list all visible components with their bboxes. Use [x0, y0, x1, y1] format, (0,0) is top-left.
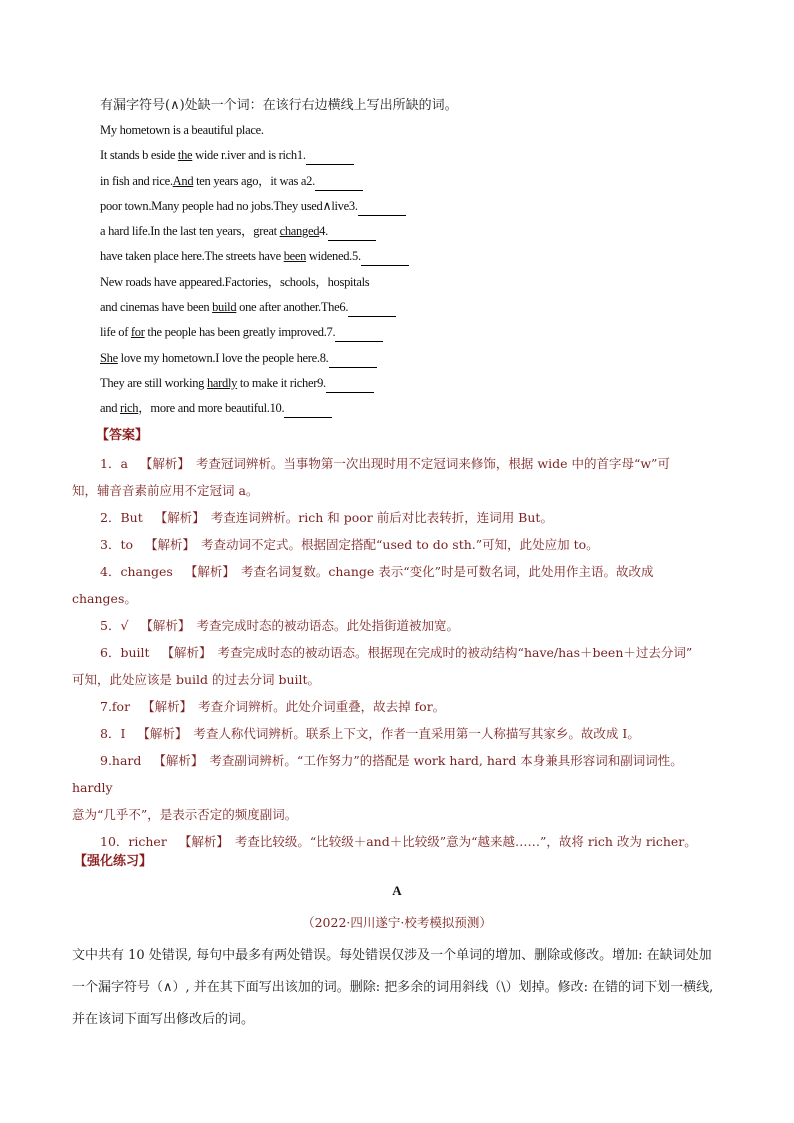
underlined-word: And: [172, 173, 194, 188]
analysis-tag: 【解析】: [140, 618, 191, 633]
answer-number: 1．a: [100, 456, 128, 471]
exercise-instruction: 文中共有 10 处错误, 每句中最多有两处错误。每处错误仅涉及一个单词的增加、删除或修改。增加: 在缺词处加一个漏字符号（∧）, 并在其下面写出该加的词。删除: 把多余的词用斜线（\）划掉。修改: 在错的词下划一横线, 并在该词下面写出修改后的词。: [72, 948, 714, 1027]
passage-line: [100, 322, 560, 347]
passage-line: [100, 246, 560, 271]
passage-text: one after another.The: [236, 300, 340, 315]
answer-blank[interactable]: [284, 403, 332, 418]
analysis-tag: 【解析】: [137, 726, 188, 741]
passage-line: [100, 348, 560, 373]
passage-text: life of: [100, 325, 131, 340]
passage-text: 6.: [339, 300, 349, 315]
answer-blank[interactable]: [306, 150, 354, 165]
answer-item: [72, 504, 722, 531]
answer-item: [72, 828, 722, 855]
passage-text: 4.: [319, 224, 328, 239]
analysis-text: 考查副词辨析。“工作努力”的搭配是 work hard, hard 本身兼具形容词和副词词性。hardly: [72, 753, 683, 795]
answer-blank[interactable]: [348, 302, 396, 317]
passage-text: My hometown is a beautiful place.: [100, 123, 264, 137]
underlined-word: changed: [279, 224, 320, 239]
passage-text: have taken place here.The streets have: [100, 249, 284, 264]
passage-text: in fish and rice.: [100, 173, 173, 188]
answer-number: 9.hard: [100, 753, 142, 768]
answer-number: 8．I: [100, 726, 126, 741]
passage-line: [100, 120, 560, 145]
analysis-text-continued: 知，辅音音素前应用不定冠词 a。: [72, 483, 259, 498]
answer-item: [72, 531, 722, 558]
passage-text: the people has been greatly improved.: [144, 325, 327, 340]
passage-line: [100, 171, 560, 196]
passage-text: to make it richer: [237, 375, 318, 390]
answer-blank[interactable]: [328, 226, 376, 241]
analysis-tag: 【解析】: [142, 699, 193, 714]
passage-line: [100, 196, 560, 221]
passage-line: [100, 272, 560, 297]
analysis-text: 考查完成时态的被动语态。此处指街道被加宽。: [196, 618, 459, 633]
passage-line: [100, 221, 560, 246]
underlined-word: the: [177, 148, 193, 163]
analysis-text: 考查人称代词辨析。联系上下文，作者一直采用第一人称描写其家乡。故改成 I。: [193, 726, 640, 741]
analysis-tag: 【解析】: [178, 834, 229, 849]
analysis-text: 考查冠词辨析。当事物第一次出现时用不定冠词来修饰，根据 wide 中的首字母“w”可: [195, 456, 670, 471]
analysis-text: 考查介词辨析。此处介词重叠，故去掉 for。: [198, 699, 446, 714]
passage-text: 3.: [348, 198, 358, 213]
passage-line: [100, 398, 560, 423]
passage-text: love my hometown.I love the people here.: [117, 350, 320, 365]
passage-text: New roads have appeared.Factories，schools，hospitals: [100, 274, 370, 289]
passage-text: ten years ago，it was a: [193, 173, 307, 188]
source-note: （2022·四川遂宁·校考模拟预测）: [302, 915, 492, 930]
analysis-text-continued: 可知，此处应该是 build 的过去分词 built。: [72, 672, 321, 687]
analysis-text: 考查完成时态的被动语态。根据现在完成时的被动结构“have/has＋been＋过去分词”: [217, 645, 693, 660]
answer-number: 7.for: [100, 699, 131, 714]
passage-text: widened.: [306, 249, 352, 264]
underlined-word: She: [100, 350, 118, 365]
answer-number: 6．built: [100, 645, 150, 660]
analysis-text-continued: 意为“几乎不”，是表示否定的频度副词。: [72, 807, 298, 822]
passage-text: and cinemas have been: [100, 300, 213, 315]
underlined-word: for: [130, 325, 145, 340]
answer-blank[interactable]: [326, 378, 374, 393]
answer-number: 4．changes: [100, 564, 173, 579]
underlined-word: been: [283, 249, 307, 264]
underlined-word: rich: [119, 401, 139, 416]
passage: [100, 120, 560, 424]
answer-item: [72, 612, 722, 639]
analysis-tag: 【解析】: [153, 753, 204, 768]
analysis-text: 考查名词复数。change 表示“变化”时是可数名词，此处用作主语。故改成: [240, 564, 654, 579]
answer-number: 2．But: [100, 510, 143, 525]
analysis-tag: 【解析】: [184, 564, 235, 579]
passage-text: 7.: [326, 325, 336, 340]
passage-text: It stands b eside: [100, 148, 178, 163]
analysis-text: 考查比较级。“比较级＋and＋比较级”意为“越来越……”，故将 rich 改为 richer。: [234, 834, 697, 849]
passage-text: a hard life.In the last ten years，great: [100, 224, 280, 239]
passage-text: 8.: [319, 350, 329, 365]
analysis-tag: 【解析】: [161, 645, 212, 660]
answer-item: [72, 720, 722, 747]
answer-item: [72, 747, 722, 828]
passage-line: [100, 145, 560, 170]
passage-text: They are still working: [100, 375, 207, 390]
answer-blank[interactable]: [361, 251, 409, 266]
passage-text: poor town.Many people had no jobs.They used∧live: [100, 198, 349, 213]
answer-number: 3．to: [100, 537, 134, 552]
passage-line: [100, 373, 560, 398]
passage-text: and: [100, 401, 120, 416]
underlined-word: build: [212, 300, 237, 315]
passage-text: 10.: [269, 401, 285, 416]
answer-item: [72, 558, 722, 612]
answer-item: [72, 639, 722, 693]
drill-heading: 【强化练习】: [74, 854, 153, 869]
passage-line: [100, 297, 560, 322]
answer-blank[interactable]: [358, 201, 406, 216]
analysis-tag: 【解析】: [139, 456, 190, 471]
instruction-intro: 有漏字符号(∧)处缺一个词：在该行右边横线上写出所缺的词。: [100, 98, 458, 113]
analysis-tag: 【解析】: [145, 537, 196, 552]
analysis-tag: 【解析】: [154, 510, 205, 525]
answer-blank[interactable]: [329, 353, 377, 368]
analysis-text: 考查连词辨析。rich 和 poor 前后对比表转折，连词用 But。: [210, 510, 553, 525]
answer-number: 5．√: [100, 618, 129, 633]
analysis-text: 考查动词不定式。根据固定搭配“used to do sth.”可知，此处应加 to。: [201, 537, 599, 552]
answer-blank[interactable]: [315, 176, 363, 191]
passage-text: 1.: [296, 148, 306, 163]
underlined-word: hardly: [206, 375, 238, 390]
passage-text: wide r.iver and is rich: [192, 148, 297, 163]
passage-text: ，more and more beautiful.: [138, 401, 270, 416]
analysis-text-continued: changes。: [72, 591, 137, 606]
answer-heading: 【答案】: [96, 428, 149, 443]
answer-item: [72, 693, 722, 720]
section-label: A: [392, 883, 402, 898]
answer-blank[interactable]: [335, 327, 383, 342]
passage-text: 5.: [352, 249, 361, 264]
answer-list: [72, 450, 722, 855]
passage-text: 2.: [306, 173, 315, 188]
answer-number: 10．richer: [100, 834, 167, 849]
answer-item: [72, 450, 722, 504]
passage-text: 9.: [317, 375, 326, 390]
